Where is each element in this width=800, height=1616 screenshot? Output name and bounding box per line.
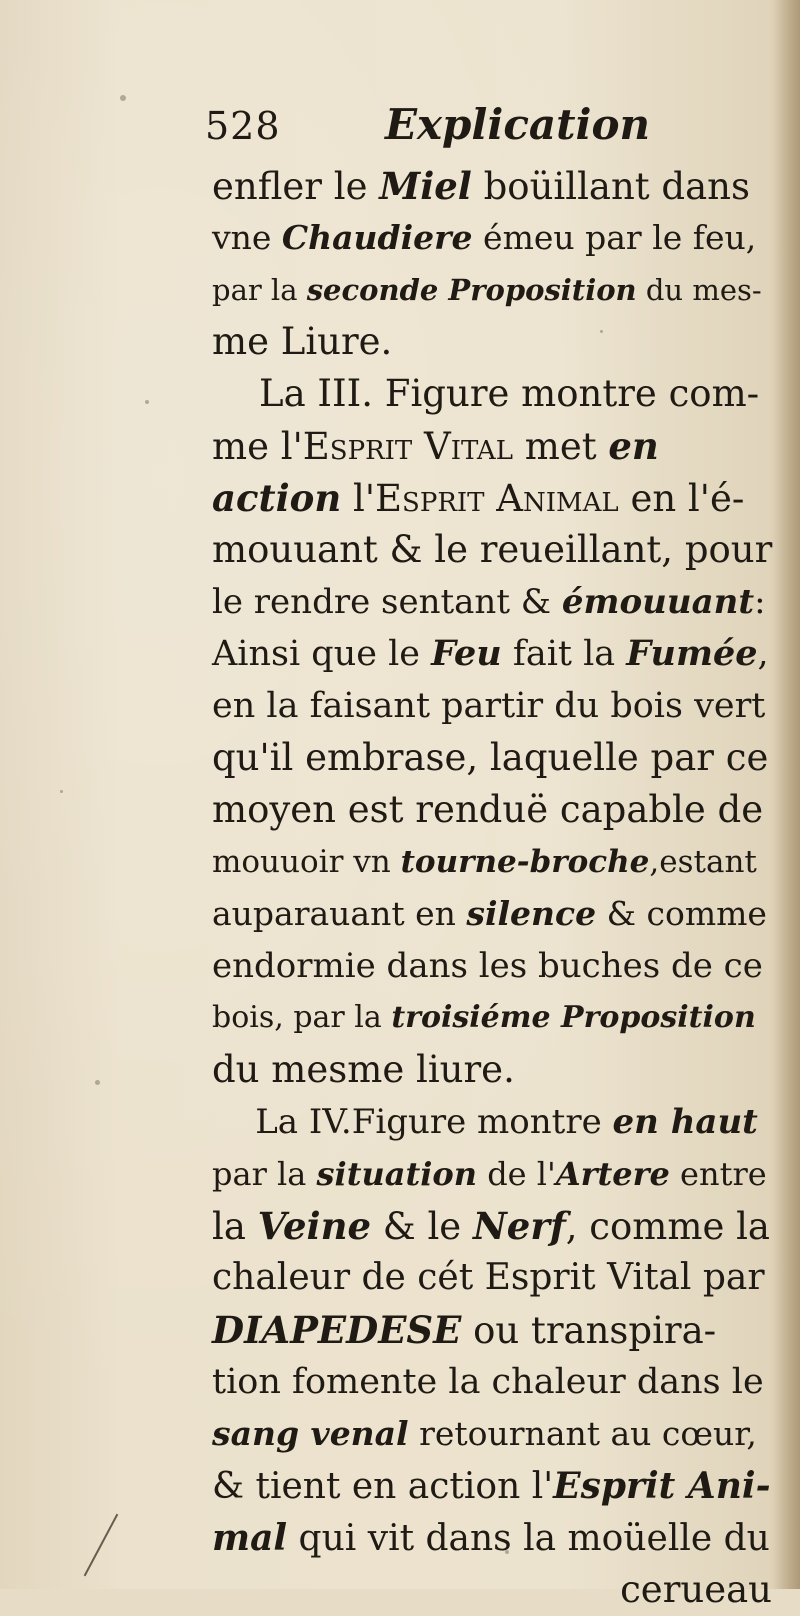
italic-term: Nerf xyxy=(472,1204,566,1248)
ink-stroke xyxy=(84,1514,119,1577)
text-run: bois, par la xyxy=(212,1000,392,1035)
text-run: La III. Figure montre com- xyxy=(212,372,760,415)
text-run: Ainsi que le xyxy=(212,634,432,674)
paper-speck xyxy=(60,790,63,793)
page-header xyxy=(205,100,765,160)
text-line xyxy=(212,888,767,940)
italic-term: tourne-broche xyxy=(400,844,650,880)
paper-speck xyxy=(120,95,126,101)
italic-term: émouuant xyxy=(561,582,755,622)
text-run: qui vit dans la moüelle du xyxy=(287,1518,770,1559)
text-run: ou transpira- xyxy=(461,1309,717,1352)
text-line xyxy=(212,1096,758,1148)
text-run: endormie dans les buches de ce xyxy=(212,946,763,986)
text-run: enfler le xyxy=(212,165,380,208)
italic-term: Miel xyxy=(379,164,472,208)
text-line xyxy=(212,1408,757,1460)
text-line xyxy=(212,680,765,732)
italic-term: DIAPEDESE xyxy=(212,1308,462,1352)
text-run: du mesme liure. xyxy=(212,1048,515,1091)
text-run: auparauant en xyxy=(212,894,467,933)
text-line xyxy=(212,576,766,628)
italic-term: Esprit Ani- xyxy=(553,1465,771,1507)
italic-term: en xyxy=(608,424,659,468)
italic-term: Fumée xyxy=(626,633,758,674)
text-line xyxy=(212,940,763,992)
text-run: , comme la xyxy=(565,1205,770,1248)
page-number: 528 xyxy=(205,104,281,148)
italic-term: situation xyxy=(316,1155,478,1193)
text-run: , xyxy=(757,634,769,674)
text-run: La IV.Figure montre xyxy=(212,1102,613,1142)
text-run: le rendre sentant & xyxy=(212,582,562,622)
text-run: en l'é- xyxy=(618,477,745,520)
text-line xyxy=(212,316,392,368)
text-line xyxy=(212,836,757,888)
text-run: du mes- xyxy=(636,273,762,307)
text-run: me l' xyxy=(212,425,303,468)
text-run: par la xyxy=(212,1155,317,1193)
text-run: tion fomente la chaleur dans le xyxy=(212,1362,764,1402)
italic-term: en haut xyxy=(612,1102,758,1142)
text-run: vne xyxy=(212,218,282,257)
text-line xyxy=(212,1148,767,1200)
italic-term: Chaudiere xyxy=(281,218,473,257)
text-line xyxy=(212,1252,765,1304)
italic-term: action xyxy=(212,476,342,520)
text-run: par la xyxy=(212,273,307,307)
text-line xyxy=(212,1356,764,1408)
text-line xyxy=(212,212,756,264)
text-run: entre xyxy=(669,1155,767,1193)
text-line xyxy=(212,732,768,784)
page-edge-shadow xyxy=(774,0,800,1589)
text-run: met xyxy=(512,425,609,468)
paper-speck xyxy=(95,1080,100,1085)
small-caps-term: Esprit Animal xyxy=(375,477,619,520)
text-run: : xyxy=(754,582,766,622)
text-run: cerueau xyxy=(620,1568,772,1611)
text-run: mouuant & le reueillant, pour xyxy=(212,528,773,571)
text-run: & le xyxy=(371,1205,473,1248)
text-run: ,estant xyxy=(649,844,757,880)
italic-term: seconde Proposition xyxy=(306,273,637,307)
text-run: de l' xyxy=(477,1155,556,1193)
running-head: Explication xyxy=(385,100,651,149)
text-line xyxy=(212,368,759,420)
text-run: fait la xyxy=(501,634,627,674)
text-line xyxy=(620,1564,772,1616)
text-line xyxy=(212,264,762,316)
text-line xyxy=(212,1460,771,1513)
text-line xyxy=(212,1304,716,1357)
italic-term: Artere xyxy=(555,1155,670,1193)
paper-speck xyxy=(145,400,149,404)
text-line xyxy=(212,1200,770,1253)
italic-term: mal xyxy=(212,1517,288,1559)
text-line xyxy=(212,1044,515,1096)
text-line xyxy=(212,628,769,680)
italic-term: Feu xyxy=(431,633,502,674)
italic-term: Veine xyxy=(257,1204,372,1248)
text-line xyxy=(212,992,756,1044)
italic-term: silence xyxy=(466,894,597,933)
text-line xyxy=(212,472,744,525)
text-run: la xyxy=(212,1205,258,1248)
text-line xyxy=(212,524,772,576)
italic-term: sang venal xyxy=(212,1414,409,1453)
text-run: en la faisant partir du bois vert xyxy=(212,686,766,726)
body-text xyxy=(212,160,773,1611)
text-run: boüillant dans xyxy=(471,165,750,208)
text-line xyxy=(212,784,763,836)
text-run: l' xyxy=(341,477,376,520)
text-run: chaleur de cét Esprit Vital par xyxy=(212,1257,765,1298)
italic-term: troisiéme Proposition xyxy=(391,1000,756,1035)
text-run: qu'il embrase, laquelle par ce xyxy=(212,736,769,779)
text-line xyxy=(212,1512,770,1565)
text-run: mouuoir vn xyxy=(212,844,401,880)
text-line xyxy=(212,160,750,213)
text-run: & tient en action l' xyxy=(212,1466,554,1507)
text-line xyxy=(212,420,659,473)
text-run: & comme xyxy=(596,894,767,933)
text-run: émeu par le feu, xyxy=(472,218,757,257)
text-run: retournant au cœur, xyxy=(408,1414,757,1453)
small-caps-term: Esprit Vital xyxy=(302,425,513,468)
text-run: me Liure. xyxy=(212,320,393,363)
text-run: moyen est renduë capable de xyxy=(212,788,764,831)
